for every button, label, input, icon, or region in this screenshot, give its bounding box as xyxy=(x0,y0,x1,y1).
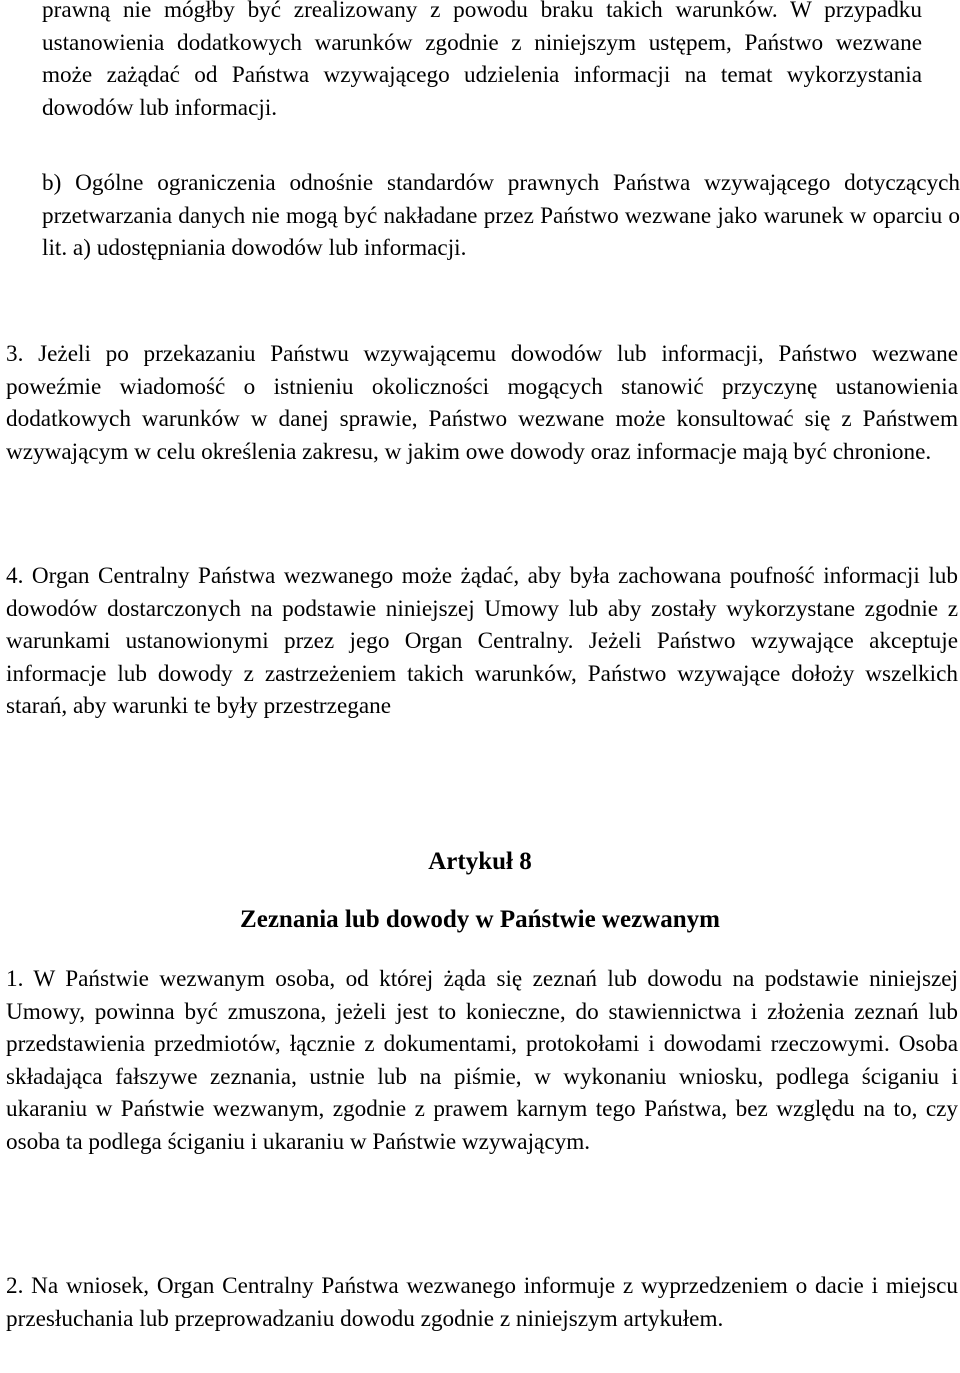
paragraph-4: 4. Organ Centralny Państwa wezwanego może żądać, aby była zachowana poufność informacji lub dowodów dostarczonych na podstawie niniejszej Umowy lub aby zostały wykorzystane zgodnie z warunkami ustanowionymi przez jego Organ Centralny. Jeżeli Państwo wzywające akceptuje informacje lub dowody z zastrzeżeniem takich warunków, Państwo wzywające dołoży wszelkich starań, aby warunki te były przestrzegane xyxy=(6,563,958,720)
article-title-heading: Zeznania lub dowody w Państwie wezwanym xyxy=(240,906,720,933)
paragraph-point-b: b) Ogólne ograniczenia odnośnie standardów prawnych Państwa wzywającego dotyczących przetwarzania danych nie mogą być nakładane przez Państwo wezwane jako warunek w oparciu o lit. a) udostępniania dowodów lub informacji. xyxy=(42,170,960,262)
article-paragraph-2: 2. Na wniosek, Organ Centralny Państwa wezwanego informuje z wyprzedzeniem o dacie i miejscu przesłuchania lub przeprowadzaniu dowodu zgodnie z niniejszym artykułem. xyxy=(6,1273,958,1332)
paragraph-continuation: prawną nie mógłby być zrealizowany z powodu braku takich warunków. W przypadku ustanowienia dodatkowych warunków zgodnie z niniejszym ustępem, Państwo wezwane może zażądać od Państwa wzywającego udzielenia informacji na temat wykorzystania dowodów lub informacji. xyxy=(42,0,922,121)
article-number-heading: Artykuł 8 xyxy=(428,848,532,875)
paragraph-3: 3. Jeżeli po przekazaniu Państwu wzywającemu dowodów lub informacji, Państwo wezwane poweźmie wiadomość o istnieniu okoliczności mogących stanowić przyczynę ustanowienia dodatkowych warunków w danej sprawie, Państwo wezwane może konsultować się z Państwem wzywającym w celu określenia zakresu, w jakim owe dowody oraz informacje mają być chronione. xyxy=(6,341,958,465)
article-paragraph-1: 1. W Państwie wezwanym osoba, od której żąda się zeznań lub dowodu na podstawie niniejszej Umowy, powinna być zmuszona, jeżeli jest to konieczne, do stawiennictwa i złożenia zeznań lub przedstawienia przedmiotów, łącznie z dokumentami, protokołami i dowodami rzeczowymi. Osoba składająca fałszywe zeznania, ustnie lub na piśmie, w wykonaniu wniosku, podlega ściganiu i ukaraniu w Państwie wezwanym, zgodnie z prawem karnym tego Państwa, bez względu na to, czy osoba ta podlega ściganiu i ukaraniu w Państwie wzywającym. xyxy=(6,966,958,1155)
